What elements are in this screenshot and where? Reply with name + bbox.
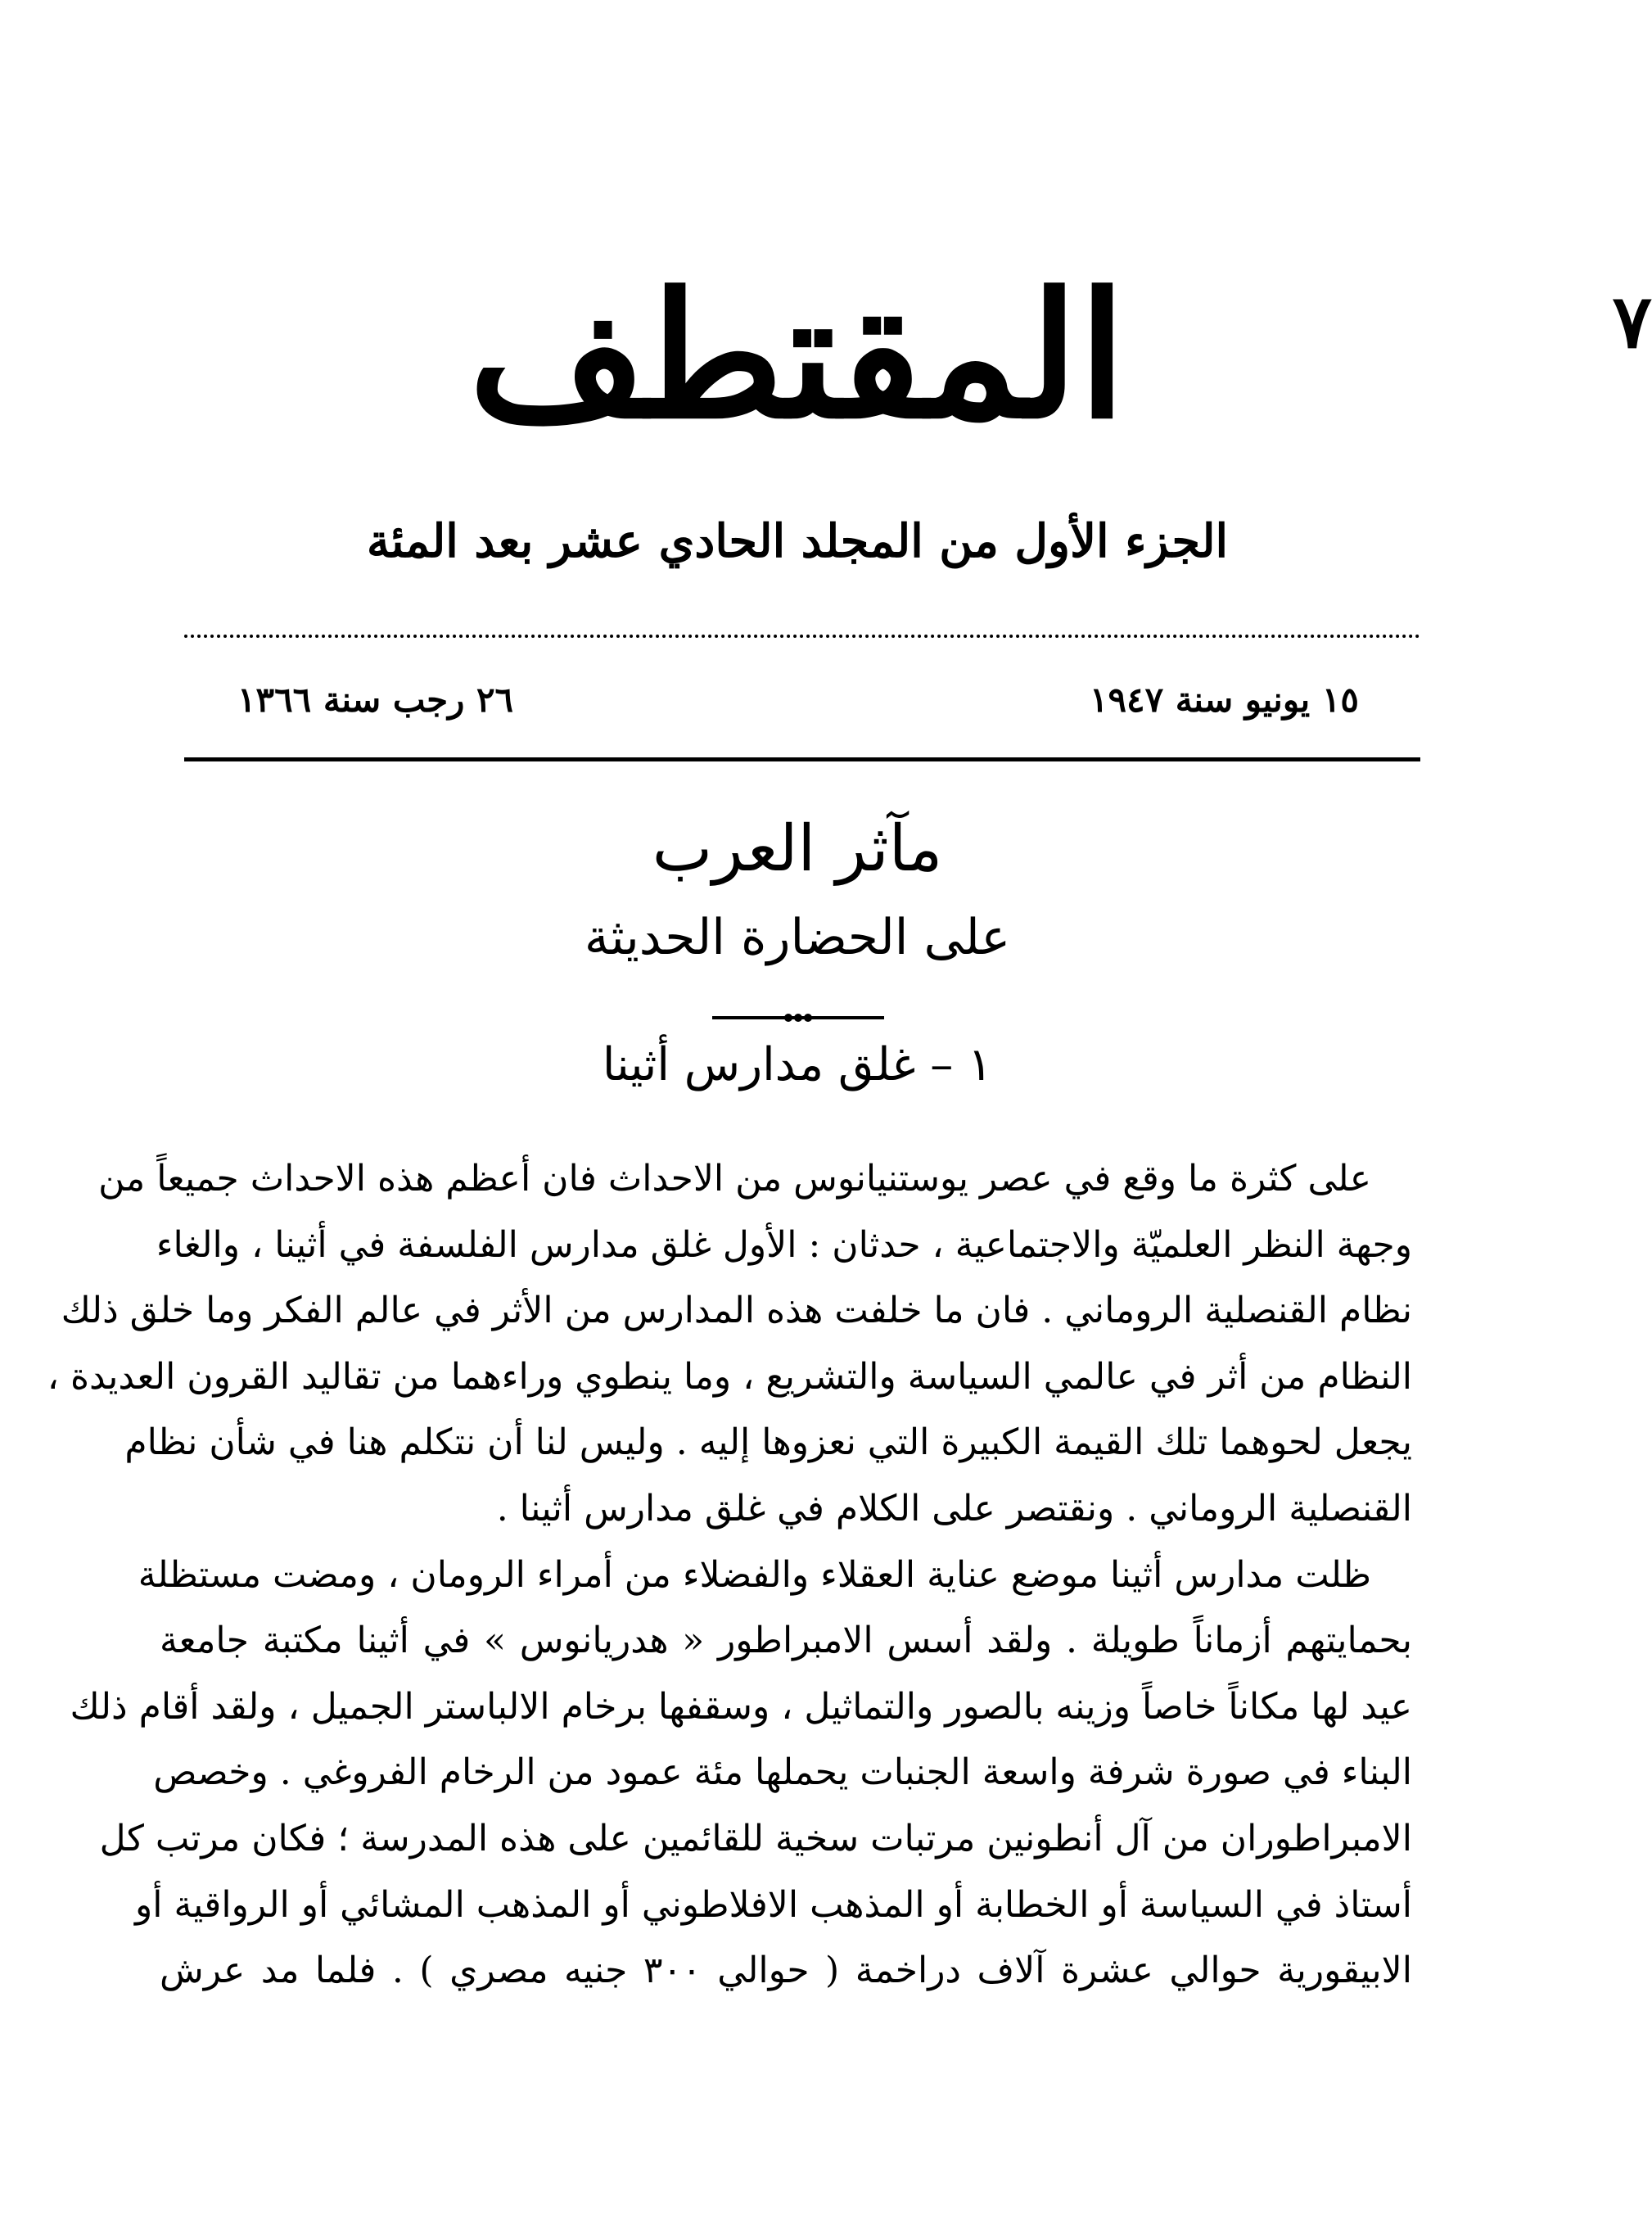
dotted-divider [184,635,1420,638]
body-line: البناء في صورة شرفة واسعة الجنبات يحملها مئة عمود من الرخام الفروغي . وخصص [153,1751,1412,1794]
solid-divider [184,757,1420,761]
body-line: بحمايتهم أزماناً طويلة . ولقد أسس الامبراطور « هدريانوس » في أثينا مكتبة جامعة [160,1620,1412,1662]
section-heading: ١ – غلق مدارس أثينا [602,1038,993,1091]
body-line: عيد لها مكاناً خاصاً وزينه بالصور والتماثيل ، وسقفها برخام الالباستر الجميل ، ولقد أقام ذلك [70,1685,1412,1728]
body-line: النظام من أثر في عالمي السياسة والتشريع ، وما ينطوي وراءهما من تقاليد القرون العديدة ، [47,1355,1412,1398]
volume-mark: ٧ [1612,278,1652,365]
body-line: على كثرة ما وقع في عصر يوستنيانوس من الاحداث فان أعظم هذه الاحداث جميعاً من [98,1158,1371,1200]
body-line: نظام القنصلية الروماني . فان ما خلفت هذه المدارس من الأثر في عالم الفكر وما خلق ذلك [61,1290,1412,1332]
ornament-dot [794,1014,802,1022]
body-line: القنصلية الروماني . ونقتصر على الكلام في غلق مدارس أثينا . [496,1487,1412,1529]
gregorian-date: ١٥ يونيو سنة ١٩٤٧ [1089,680,1359,720]
hijri-date: ٢٦ رجب سنة ١٣٦٦ [237,680,514,720]
body-line: الامبراطوران من آل أنطونين مرتبات سخية للقائمين على هذه المدرسة ؛ فكان مرتب كل [99,1817,1412,1859]
article-body [47,1146,1412,2004]
ornament-dot [784,1014,792,1022]
body-line: أستاذ في السياسة أو الخطابة أو المذهب الافلاطوني أو المذهب المشائي أو الرواقية أو [134,1883,1412,1926]
body-line: وجهة النظر العلميّة والاجتماعية ، حدثان : الأول غلق مدارس الفلسفة في أثينا ، والغاء [156,1223,1412,1266]
body-line: يجعل لحوهما تلك القيمة الكبيرة التي نعزوها إليه . وليس لنا أن نتكلم هنا في شأن نظام [124,1421,1412,1464]
article-subtitle: على الحضارة الحديثة [584,909,1011,966]
article-title: مآثر العرب [652,812,943,886]
masthead [0,255,1652,457]
ornament-dot [804,1014,812,1022]
issue-subtitle: الجزء الأول من المجلد الحادي عشر بعد المئة [366,514,1229,568]
journal-title: المقتطف [468,255,1126,457]
body-line: الابيقورية حوالي عشرة آلاف دراخمة ( حوالي ٣٠٠ جنيه مصري ) . فلما مد عرش [160,1950,1412,1992]
dateline [237,680,1359,720]
ornament-divider [712,1014,884,1022]
body-line: ظلت مدارس أثينا موضع عناية العقلاء والفضلاء من أمراء الرومان ، ومضت مستظلة [138,1553,1371,1596]
